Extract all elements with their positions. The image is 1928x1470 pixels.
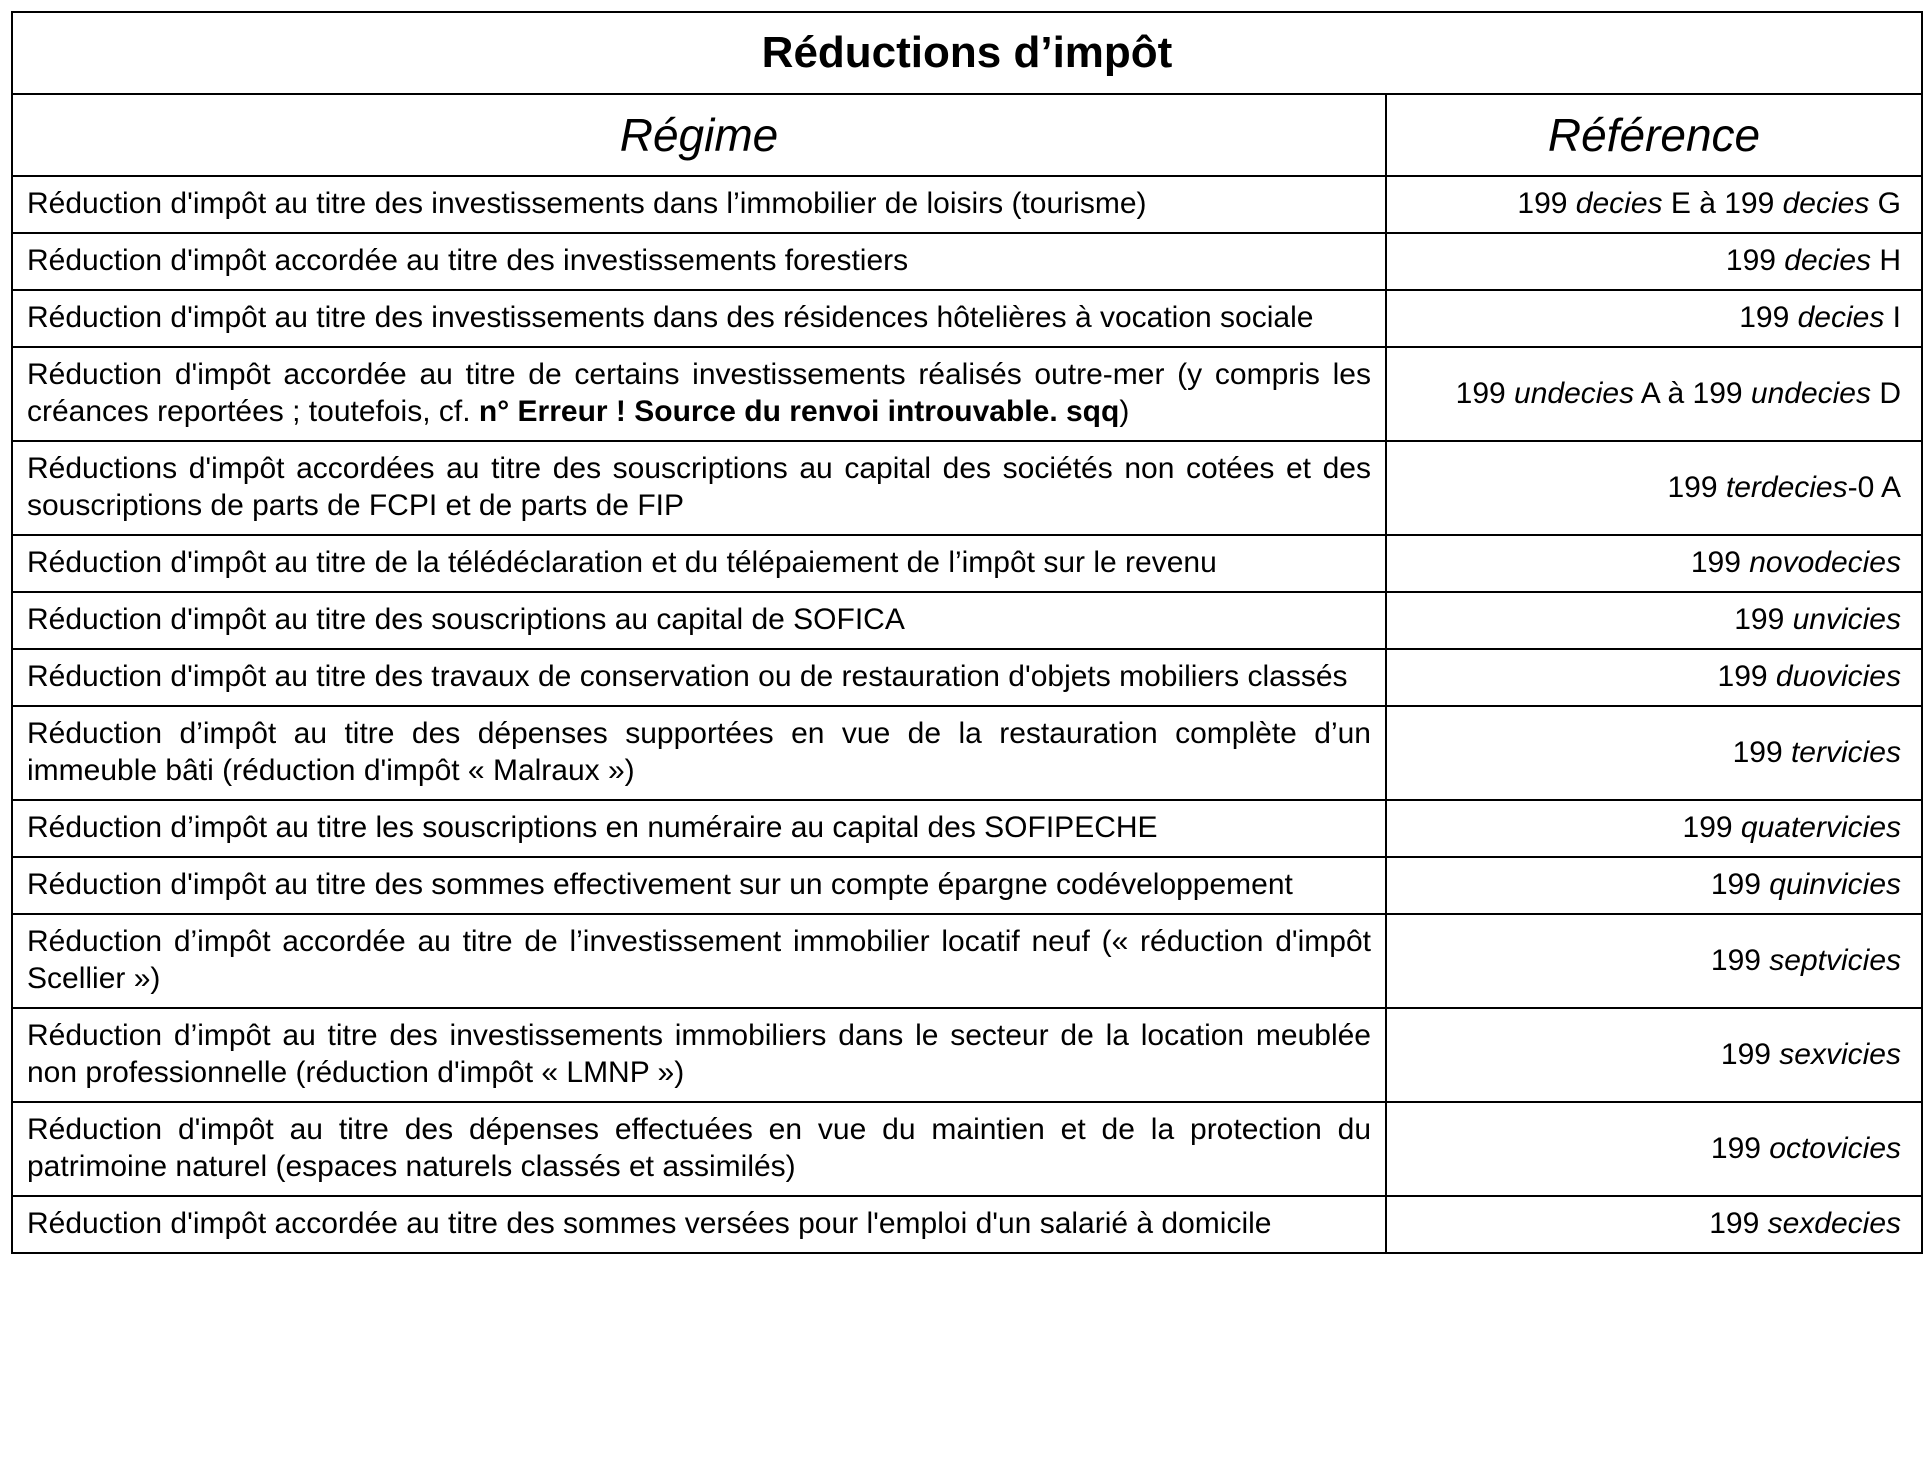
reference-text-segment: sexvicies [1779, 1037, 1901, 1071]
reference-text-segment: decies [1782, 187, 1870, 220]
reference-text-segment: decies [1797, 301, 1885, 334]
regime-text-segment: Réduction d'impôt au titre des sommes effectivement sur un compte épargne codéveloppement [27, 868, 1293, 901]
regime-cell [12, 233, 1386, 290]
reference-text-segment: undecies [1750, 376, 1871, 410]
reference-cell [1386, 649, 1922, 706]
reference-cell [1386, 347, 1922, 441]
table-row [12, 347, 1922, 441]
regime-text-segment: Réduction d'impôt accordée au titre de certains investissements réalisés outre-mer (y compris les créances reportées ; toutefois, cf. [27, 358, 1371, 428]
reference-text-segment: 199 [1709, 1207, 1768, 1240]
reference-cell [1386, 535, 1922, 592]
table-row [12, 857, 1922, 914]
column-header-reference: Référence [1386, 94, 1922, 176]
reference-text-segment: octovicies [1769, 1131, 1901, 1165]
regime-cell [12, 1102, 1386, 1196]
regime-cell [12, 592, 1386, 649]
reference-text-segment: 199 [1682, 811, 1741, 844]
table-row [12, 233, 1922, 290]
reference-text-segment: undecies [1514, 376, 1635, 410]
reference-text-segment: duovicies [1775, 660, 1901, 693]
reference-cell [1386, 290, 1922, 347]
reference-text-segment: I [1884, 301, 1901, 334]
table-row [12, 649, 1922, 706]
table-row [12, 535, 1922, 592]
reference-text-segment: 199 [1725, 244, 1785, 277]
table-title: Réductions d’impôt [12, 12, 1922, 94]
reference-cell [1386, 800, 1922, 857]
table-row [12, 706, 1922, 800]
regime-text-segment: Réduction d'impôt au titre de la télédéclaration et du télépaiement de l’impôt sur le revenu [27, 546, 1217, 579]
table-row [12, 1196, 1922, 1253]
reference-text-segment: 199 [1710, 868, 1770, 901]
regime-text-segment: Réduction d’impôt au titre des dépenses supportées en vue de la restauration complète d’un immeuble bâti (réduction d'impôt « Malraux ») [27, 717, 1371, 787]
regime-text-segment: Réduction d'impôt au titre des dépenses effectuées en vue du maintien et de la protection du patrimoine naturel (espaces naturels classés et assimilés) [27, 1113, 1371, 1183]
table-row [12, 914, 1922, 1008]
title-row [12, 12, 1922, 94]
reference-text-segment: sexdecies [1767, 1207, 1901, 1240]
reference-cell [1386, 914, 1922, 1008]
regime-text-segment: Réduction d'impôt au titre des investissements dans des résidences hôtelières à vocation sociale [27, 301, 1314, 334]
reference-text-segment: decies [1784, 244, 1871, 277]
table-body [12, 176, 1922, 1253]
regime-text-segment: Réduction d'impôt au titre des souscriptions au capital de SOFICA [27, 603, 905, 636]
regime-text-segment: Réduction d'impôt au titre des investissements dans l’immobilier de loisirs (tourisme) [27, 187, 1147, 220]
reference-text-segment: decies [1575, 187, 1663, 220]
reference-text-segment: 199 [1710, 1131, 1770, 1165]
tax-reductions-table [11, 11, 1923, 1254]
regime-text-segment: n° Erreur ! Source du renvoi introuvable. sqq [478, 395, 1120, 428]
reference-cell [1386, 592, 1922, 649]
regime-cell [12, 1196, 1386, 1253]
header-row [12, 94, 1922, 176]
regime-text-segment: ) [1119, 395, 1130, 428]
regime-cell [12, 857, 1386, 914]
reference-text-segment: 199 [1710, 943, 1770, 977]
regime-text-segment: Réductions d'impôt accordées au titre des souscriptions au capital des sociétés non cotées et des souscriptions de parts de FCPI et de parts de FIP [27, 452, 1371, 522]
reference-text-segment: D [1871, 376, 1901, 410]
reference-text-segment: quatervicies [1740, 811, 1901, 844]
reference-cell [1386, 233, 1922, 290]
regime-cell [12, 706, 1386, 800]
reference-text-segment: unvicies [1792, 603, 1901, 636]
table-row [12, 290, 1922, 347]
reference-text-segment: novodecies [1749, 546, 1901, 579]
reference-cell [1386, 1008, 1922, 1102]
reference-text-segment: septvicies [1769, 943, 1901, 977]
regime-text-segment: Réduction d'impôt accordée au titre des sommes versées pour l'emploi d'un salarié à domicile [27, 1207, 1272, 1240]
regime-cell [12, 176, 1386, 233]
reference-text-segment: terdecies [1725, 470, 1848, 504]
reference-text-segment: A à 199 [1634, 376, 1751, 410]
table-row [12, 1102, 1922, 1196]
regime-cell [12, 914, 1386, 1008]
reference-text-segment: 199 [1732, 735, 1791, 769]
regime-text-segment: Réduction d’impôt accordée au titre de l’investissement immobilier locatif neuf (« réduction d'impôt Scellier ») [27, 925, 1371, 995]
table-row [12, 592, 1922, 649]
reference-text-segment: 199 [1455, 376, 1515, 410]
reference-text-segment: 199 [1667, 470, 1726, 504]
reference-text-segment: 199 [1717, 660, 1776, 693]
regime-text-segment: Réduction d'impôt accordée au titre des investissements forestiers [27, 244, 909, 277]
reference-text-segment: tervicies [1790, 735, 1901, 769]
reference-text-segment: E à 199 [1662, 187, 1783, 220]
table-row [12, 441, 1922, 535]
table-row [12, 1008, 1922, 1102]
reference-text-segment: G [1869, 187, 1901, 220]
regime-text-segment: Réduction d’impôt au titre les souscriptions en numéraire au capital des SOFIPECHE [27, 811, 1158, 844]
regime-text-segment: Réduction d'impôt au titre des travaux de conservation ou de restauration d'objets mobiliers classés [27, 660, 1348, 693]
reference-text-segment: 199 [1739, 301, 1798, 334]
reference-text-segment: 199 [1690, 546, 1750, 579]
regime-cell [12, 800, 1386, 857]
reference-cell [1386, 1196, 1922, 1253]
regime-cell [12, 535, 1386, 592]
reference-cell [1386, 176, 1922, 233]
table-row [12, 176, 1922, 233]
table-row [12, 800, 1922, 857]
reference-cell [1386, 1102, 1922, 1196]
reference-cell [1386, 857, 1922, 914]
regime-text-segment: Réduction d’impôt au titre des investissements immobiliers dans le secteur de la location meublée non professionnelle (réduction d'impôt « LMNP ») [27, 1019, 1371, 1089]
reference-cell [1386, 706, 1922, 800]
regime-cell [12, 290, 1386, 347]
column-header-regime: Régime [12, 94, 1386, 176]
reference-cell [1386, 441, 1922, 535]
reference-text-segment: quinvicies [1769, 868, 1901, 901]
reference-text-segment: H [1871, 244, 1901, 277]
regime-cell [12, 1008, 1386, 1102]
reference-text-segment: 199 [1720, 1037, 1780, 1071]
regime-cell [12, 347, 1386, 441]
regime-cell [12, 649, 1386, 706]
regime-cell [12, 441, 1386, 535]
reference-text-segment: 199 [1734, 603, 1793, 636]
reference-text-segment: -0 A [1847, 470, 1901, 504]
reference-text-segment: 199 [1517, 187, 1576, 220]
